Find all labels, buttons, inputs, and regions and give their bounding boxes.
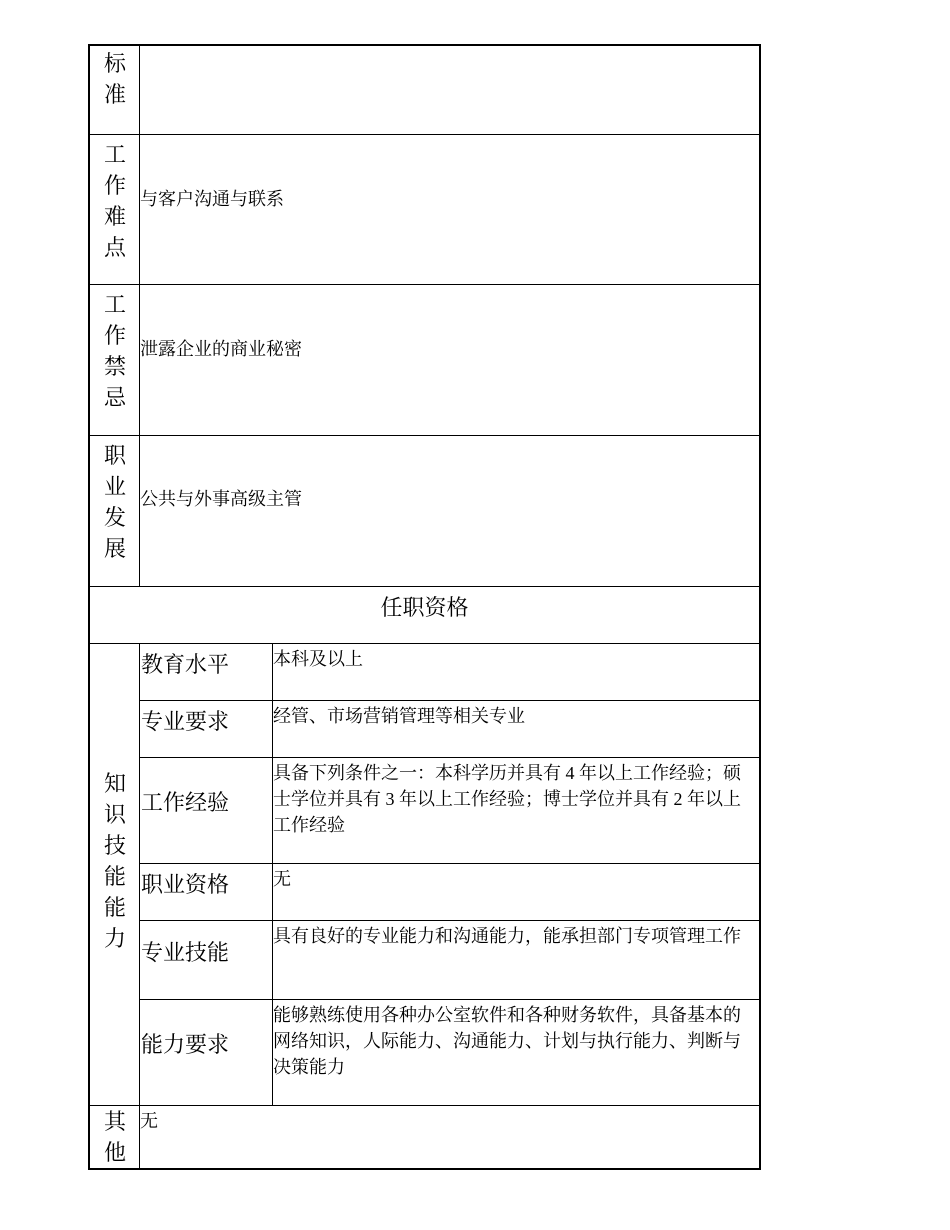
row-standard	[90, 46, 759, 135]
row-label	[90, 135, 140, 284]
row-label	[90, 1106, 140, 1170]
qualifications-group	[90, 644, 759, 1106]
qualification-key: 教育水平	[140, 644, 273, 700]
label-char: 点	[103, 235, 126, 260]
row-difficulty	[90, 135, 759, 285]
qualification-key: 专业要求	[140, 701, 273, 757]
qualification-row	[140, 758, 759, 864]
qualification-row	[140, 701, 759, 758]
label-char: 难	[103, 204, 126, 229]
label-char: 准	[103, 82, 126, 107]
label-char: 忌	[103, 385, 126, 410]
group-label	[90, 644, 140, 1105]
qualification-value: 具备下列条件之一：本科学历并具有 4 年以上工作经验；硕士学位并具有 3 年以上工作经验；博士学位并具有 2 年以上工作经验	[273, 763, 741, 835]
row-value: 与客户沟通与联系	[140, 189, 284, 209]
label-char: 职	[103, 443, 126, 468]
qualification-row	[140, 644, 759, 701]
job-description-table	[88, 44, 761, 1170]
qualification-key: 职业资格	[140, 864, 273, 920]
section-title: 任职资格	[380, 595, 469, 620]
label-char: 力	[103, 926, 126, 951]
qualification-value: 无	[273, 869, 291, 889]
row-label	[90, 436, 140, 586]
qualification-key: 能力要求	[140, 1000, 273, 1106]
qualification-key: 工作经验	[140, 758, 273, 863]
label-char: 工	[103, 292, 126, 317]
label-char: 作	[103, 323, 126, 348]
label-char: 能	[103, 895, 126, 920]
qualification-row	[140, 921, 759, 1000]
label-char: 技	[103, 833, 126, 858]
qualification-value: 经管、市场营销管理等相关专业	[273, 706, 525, 726]
section-header	[90, 587, 759, 644]
qualification-value: 本科及以上	[273, 649, 363, 669]
row-label	[90, 285, 140, 435]
label-char: 其	[103, 1109, 126, 1134]
qualification-row	[140, 1000, 759, 1106]
label-char: 禁	[103, 354, 126, 379]
row-value: 无	[140, 1111, 158, 1131]
row-other	[90, 1106, 759, 1170]
label-char: 知	[103, 771, 126, 796]
qualification-row	[140, 864, 759, 921]
label-char: 工	[103, 142, 126, 167]
row-value: 公共与外事高级主管	[140, 489, 302, 509]
label-char: 业	[103, 474, 126, 499]
label-char: 作	[103, 173, 126, 198]
label-char: 展	[103, 536, 126, 561]
qualification-value: 能够熟练使用各种办公室软件和各种财务软件，具备基本的网络知识，人际能力、沟通能力、计划与执行能力、判断与决策能力	[273, 1005, 741, 1077]
label-char: 识	[103, 802, 126, 827]
row-label	[90, 46, 140, 134]
label-char: 发	[103, 505, 126, 530]
qualification-key: 专业技能	[140, 921, 273, 999]
row-prohibition	[90, 285, 759, 436]
label-char: 他	[103, 1140, 126, 1165]
qualification-value: 具有良好的专业能力和沟通能力，能承担部门专项管理工作	[273, 926, 741, 946]
row-career	[90, 436, 759, 587]
row-value: 泄露企业的商业秘密	[140, 339, 302, 359]
label-char: 标	[103, 51, 126, 76]
label-char: 能	[103, 864, 126, 889]
